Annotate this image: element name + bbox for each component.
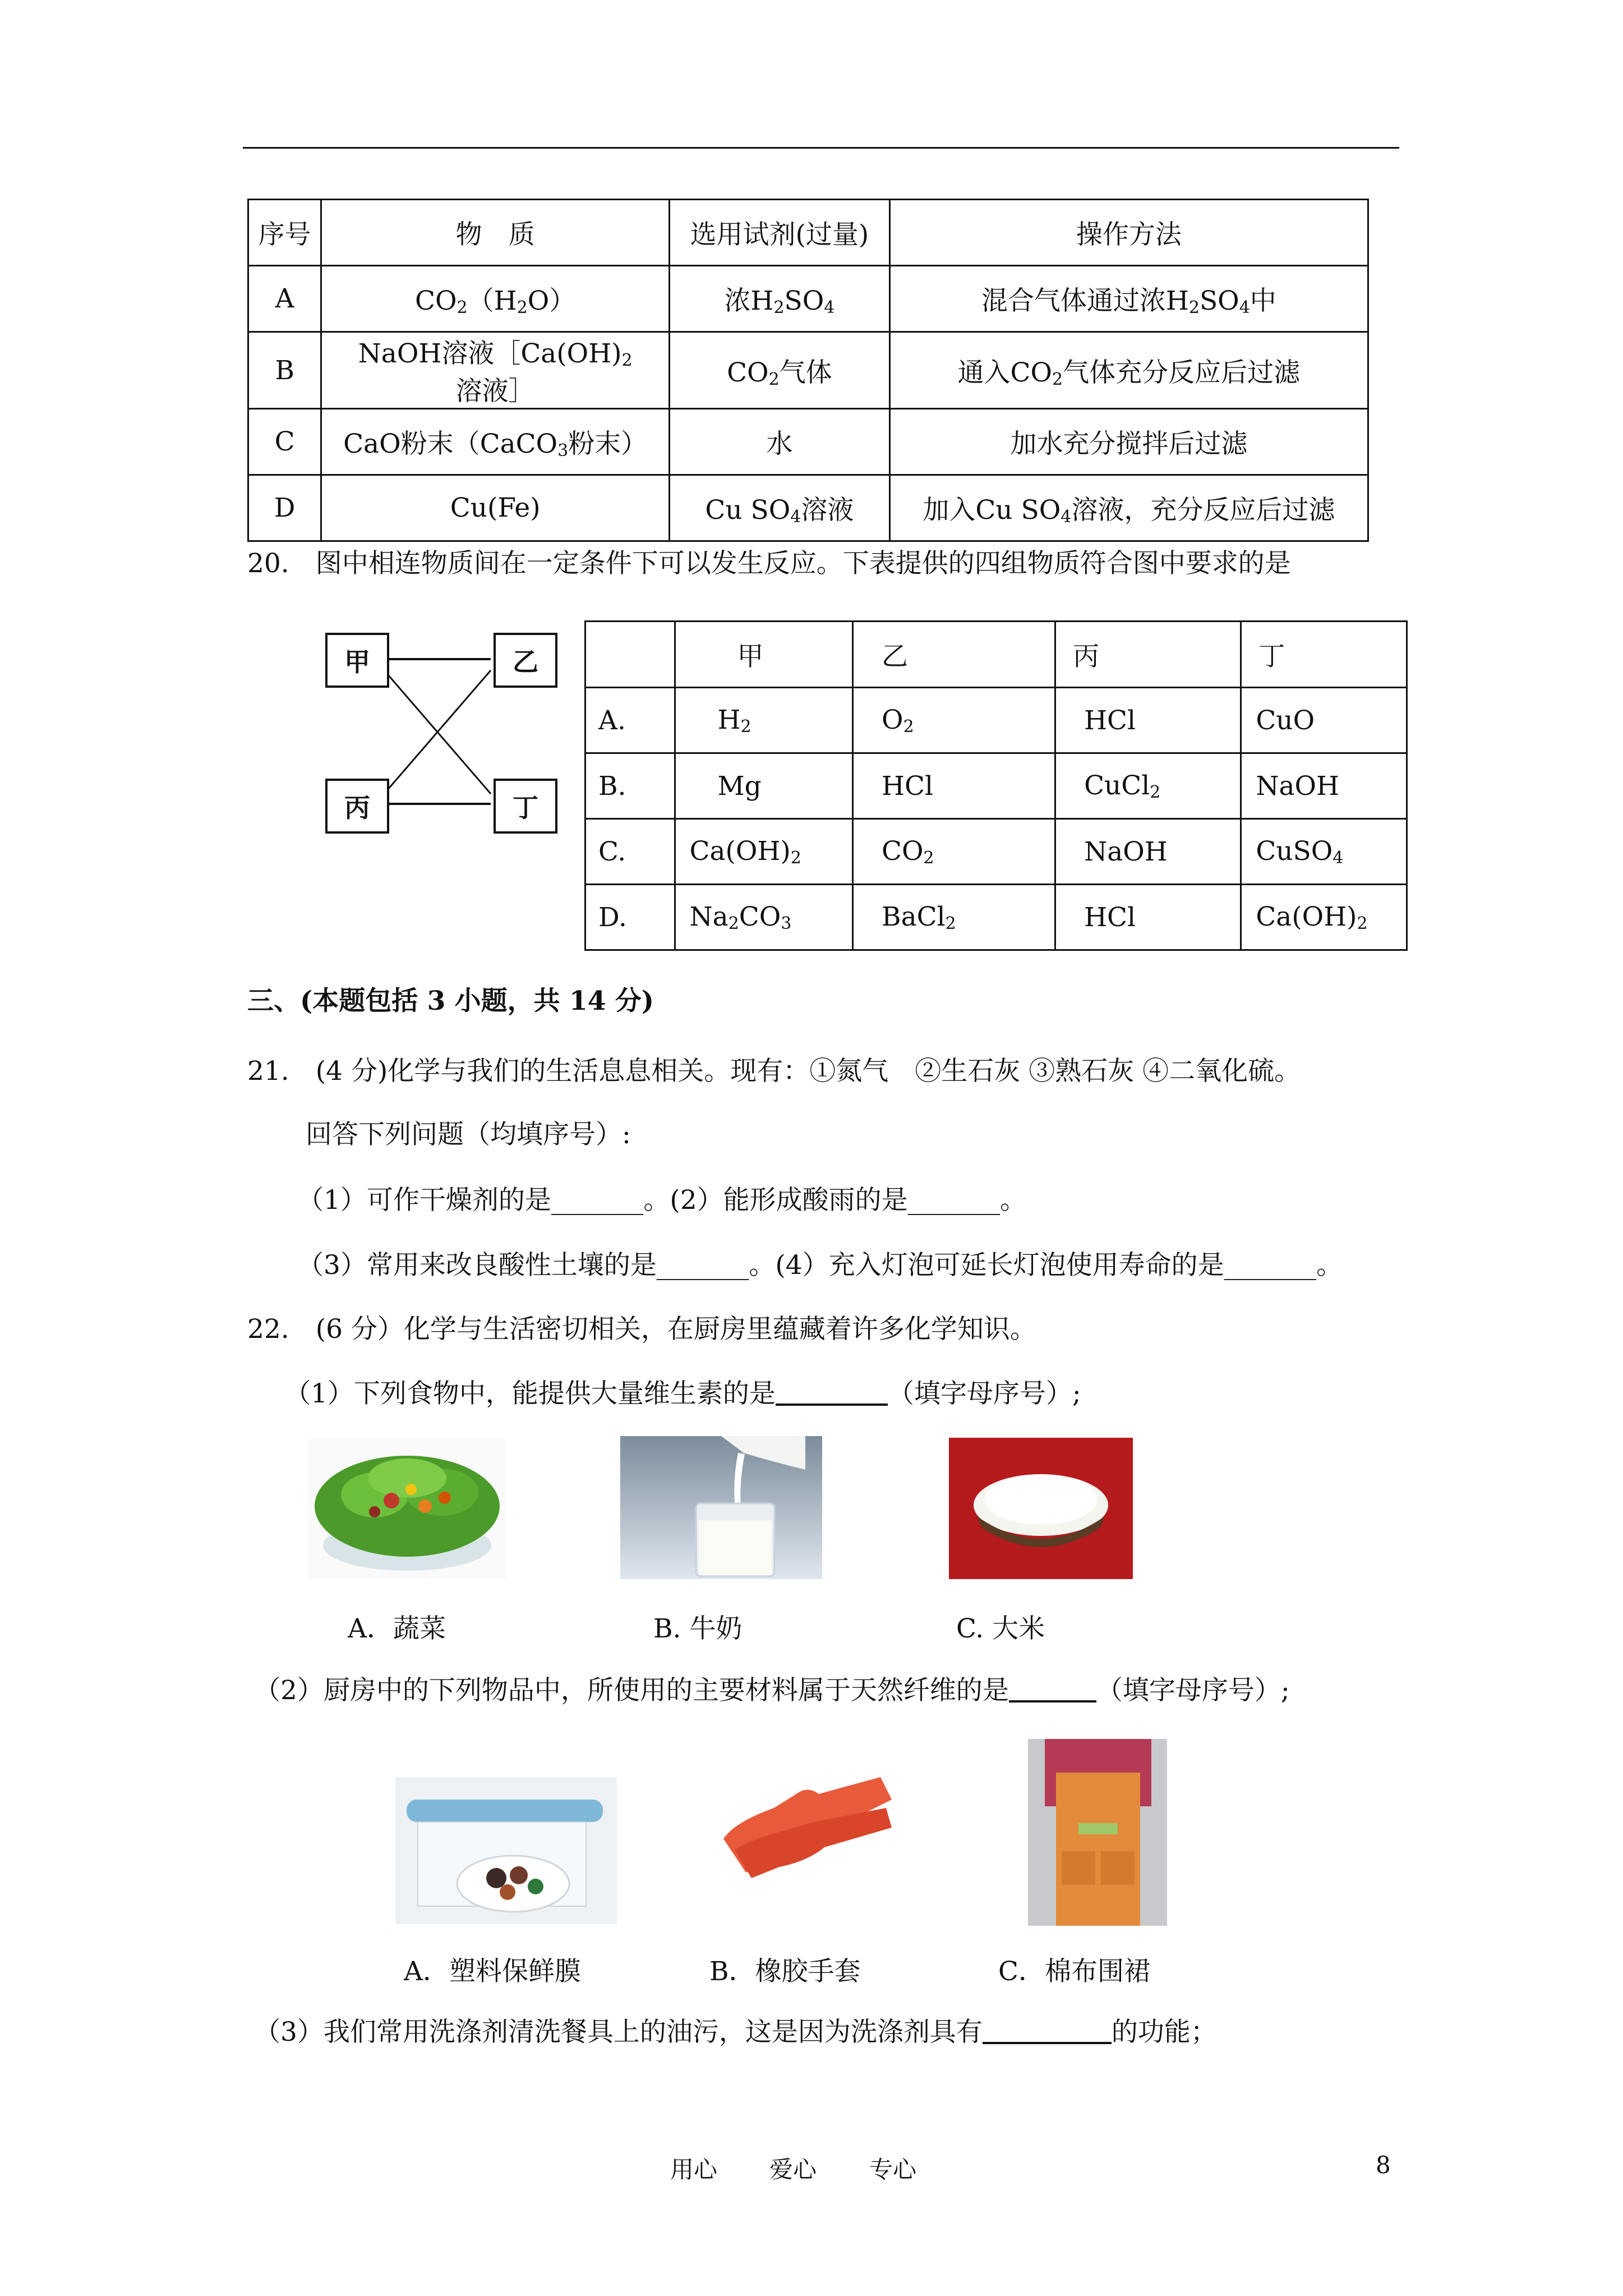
option-cell: $O_2$: [853, 688, 1055, 753]
method-cell: 加入Cu $SO_4$溶液，充分反应后过滤: [889, 475, 1368, 541]
answer-blank[interactable]: [776, 1381, 888, 1406]
diagram-box-jia: 甲: [325, 633, 389, 688]
answer-blank[interactable]: [1009, 1678, 1096, 1703]
footer-mid: 爱心: [769, 2156, 817, 2183]
option-cell: CuCl$_2$: [1055, 753, 1241, 819]
method-cell: 混合气体通过浓$H_2SO_4$中: [889, 266, 1368, 332]
rice-bowl-image: [949, 1438, 1133, 1579]
cotton-apron-image: [1028, 1739, 1167, 1926]
food-option-a: A．蔬菜: [348, 1613, 446, 1644]
table-row: [585, 819, 1407, 885]
option-cell: $H_2$: [675, 688, 853, 753]
diagram-box-ding: 丁: [494, 779, 557, 834]
header-cell: 乙: [853, 622, 1055, 688]
substance-cell: NaOH溶液$[Ca(OH)_2$溶液］: [321, 332, 670, 409]
header-cell: 选用试剂(过量): [670, 200, 890, 266]
page-number: 8: [1376, 2151, 1391, 2179]
q22-sub1: [284, 1377, 1081, 1411]
q20-text: 20. 图中相连物质间在一定条件下可以发生反应。下表提供的四组物质符合图中要求的是: [247, 548, 1291, 579]
food-option-b: B. 牛奶: [653, 1613, 743, 1644]
option-cell: HCl: [1055, 885, 1241, 950]
substance-cell: CaO粉末（CaCO$_3$粉末）: [321, 409, 670, 475]
table-row: [585, 885, 1407, 950]
table-header-row: [248, 200, 1368, 266]
table-row: [248, 409, 1368, 475]
row-id: A: [248, 266, 321, 332]
option-cell: NaOH: [1241, 753, 1407, 819]
section-heading: 三、(本题包括 3 小题，共 14 分): [247, 986, 654, 1016]
vegetable-salad-image: [307, 1439, 506, 1579]
header-rule: [243, 147, 1399, 149]
q22-sub2-after: （填字母序号）;: [1096, 1675, 1290, 1706]
option-label: B.: [585, 753, 675, 819]
row-id: B: [248, 332, 321, 409]
header-cell: 操作方法: [889, 200, 1368, 266]
table-row: [248, 332, 1368, 409]
footer-left: 用心: [670, 2156, 718, 2183]
header-cell: 丁: [1241, 622, 1407, 688]
item-option-a: A．塑料保鲜膜: [404, 1956, 581, 1987]
answer-blank[interactable]: [983, 2019, 1112, 2044]
footer-right: 专心: [869, 2156, 917, 2183]
header-cell: 甲: [675, 622, 853, 688]
milk-pour-image: [620, 1436, 822, 1579]
row-id: C: [248, 409, 321, 475]
option-cell: $Na_2CO_3$: [675, 885, 853, 950]
q22-sub1-before: （1）下列食物中，能提供大量维生素的是: [284, 1378, 776, 1409]
table-row: [248, 475, 1368, 541]
option-cell: BaCl$_2$: [853, 885, 1055, 950]
row-id: D: [248, 475, 321, 541]
reagent-cell: 水: [670, 409, 890, 475]
header-cell: [585, 622, 675, 688]
header-cell: 序号: [248, 200, 321, 266]
rubber-gloves-image: [712, 1755, 903, 1889]
option-cell: HCl: [1055, 688, 1241, 753]
option-cell: HCl: [853, 753, 1055, 819]
table-header-row: [585, 622, 1407, 688]
option-cell: $Ca(OH)_2$: [1241, 885, 1407, 950]
reagent-cell: 浓$H_2SO_4$: [670, 266, 890, 332]
table-row: [248, 266, 1368, 332]
option-label: C.: [585, 819, 675, 885]
q22-sub3-after: 的功能；: [1111, 2017, 1217, 2047]
method-cell: 通入$CO_2$气体充分反应后过滤: [889, 332, 1368, 409]
q22-line1: 22. (6 分）化学与生活密切相关，在厨房里蕴藏着许多化学知识。: [247, 1314, 1036, 1345]
option-cell: $Ca(OH)_2$: [675, 819, 853, 885]
diagram-box-bing: 丙: [325, 779, 389, 834]
q21-line3: （1）可作干燥剂的是_______。(2）能形成酸雨的是_______。: [297, 1185, 1027, 1216]
food-option-c: C. 大米: [956, 1613, 1045, 1644]
option-cell: CuSO$_4$: [1241, 819, 1407, 885]
diagram-box-yi: 乙: [494, 633, 557, 688]
option-cell: $CO_2$: [853, 819, 1055, 885]
table-row: [585, 688, 1407, 753]
q22-sub3-before: （3）我们常用洗涤剂清洗餐具上的油污，这是因为洗涤剂具有: [254, 2017, 983, 2047]
header-cell: 丙: [1055, 622, 1241, 688]
option-cell: NaOH: [1055, 819, 1241, 885]
item-option-c: C．棉布围裙: [998, 1956, 1150, 1987]
header-cell: 物 质: [321, 200, 670, 266]
plastic-wrap-image: [395, 1777, 617, 1924]
item-option-b: B．橡胶手套: [709, 1956, 861, 1987]
q21-line4: （3）常用来改良酸性土壤的是_______。(4）充入灯泡可延长灯泡使用寿命的是_______。: [297, 1250, 1343, 1281]
reagent-cell: Cu $SO_4$溶液: [670, 475, 890, 541]
reagent-cell: $CO_2$气体: [670, 332, 890, 409]
q22-sub3: [254, 2016, 1217, 2049]
q21-line1: 21. (4 分)化学与我们的生活息息相关。现有：①氮气 ②生石灰 ③熟石灰 ④二氧化硫。: [247, 1056, 1301, 1087]
option-cell: Mg: [675, 753, 853, 819]
option-label: D.: [585, 885, 675, 950]
table-row: [585, 753, 1407, 819]
q22-sub2: [254, 1674, 1290, 1708]
substance-cell: $CO_2(H_2O)$: [321, 266, 670, 332]
method-cell: 加水充分搅拌后过滤: [889, 409, 1368, 475]
table-purification: [247, 199, 1369, 542]
q22-sub1-after: （填字母序号）;: [887, 1378, 1081, 1409]
substance-cell: Cu(Fe): [321, 475, 670, 541]
option-label: A.: [585, 688, 675, 753]
option-cell: CuO: [1241, 688, 1407, 753]
table-reaction-options: [584, 620, 1408, 951]
q21-line2: 回答下列问题（均填序号）:: [306, 1119, 631, 1150]
q22-sub2-before: （2）厨房中的下列物品中，所使用的主要材料属于天然纤维的是: [254, 1675, 1009, 1706]
